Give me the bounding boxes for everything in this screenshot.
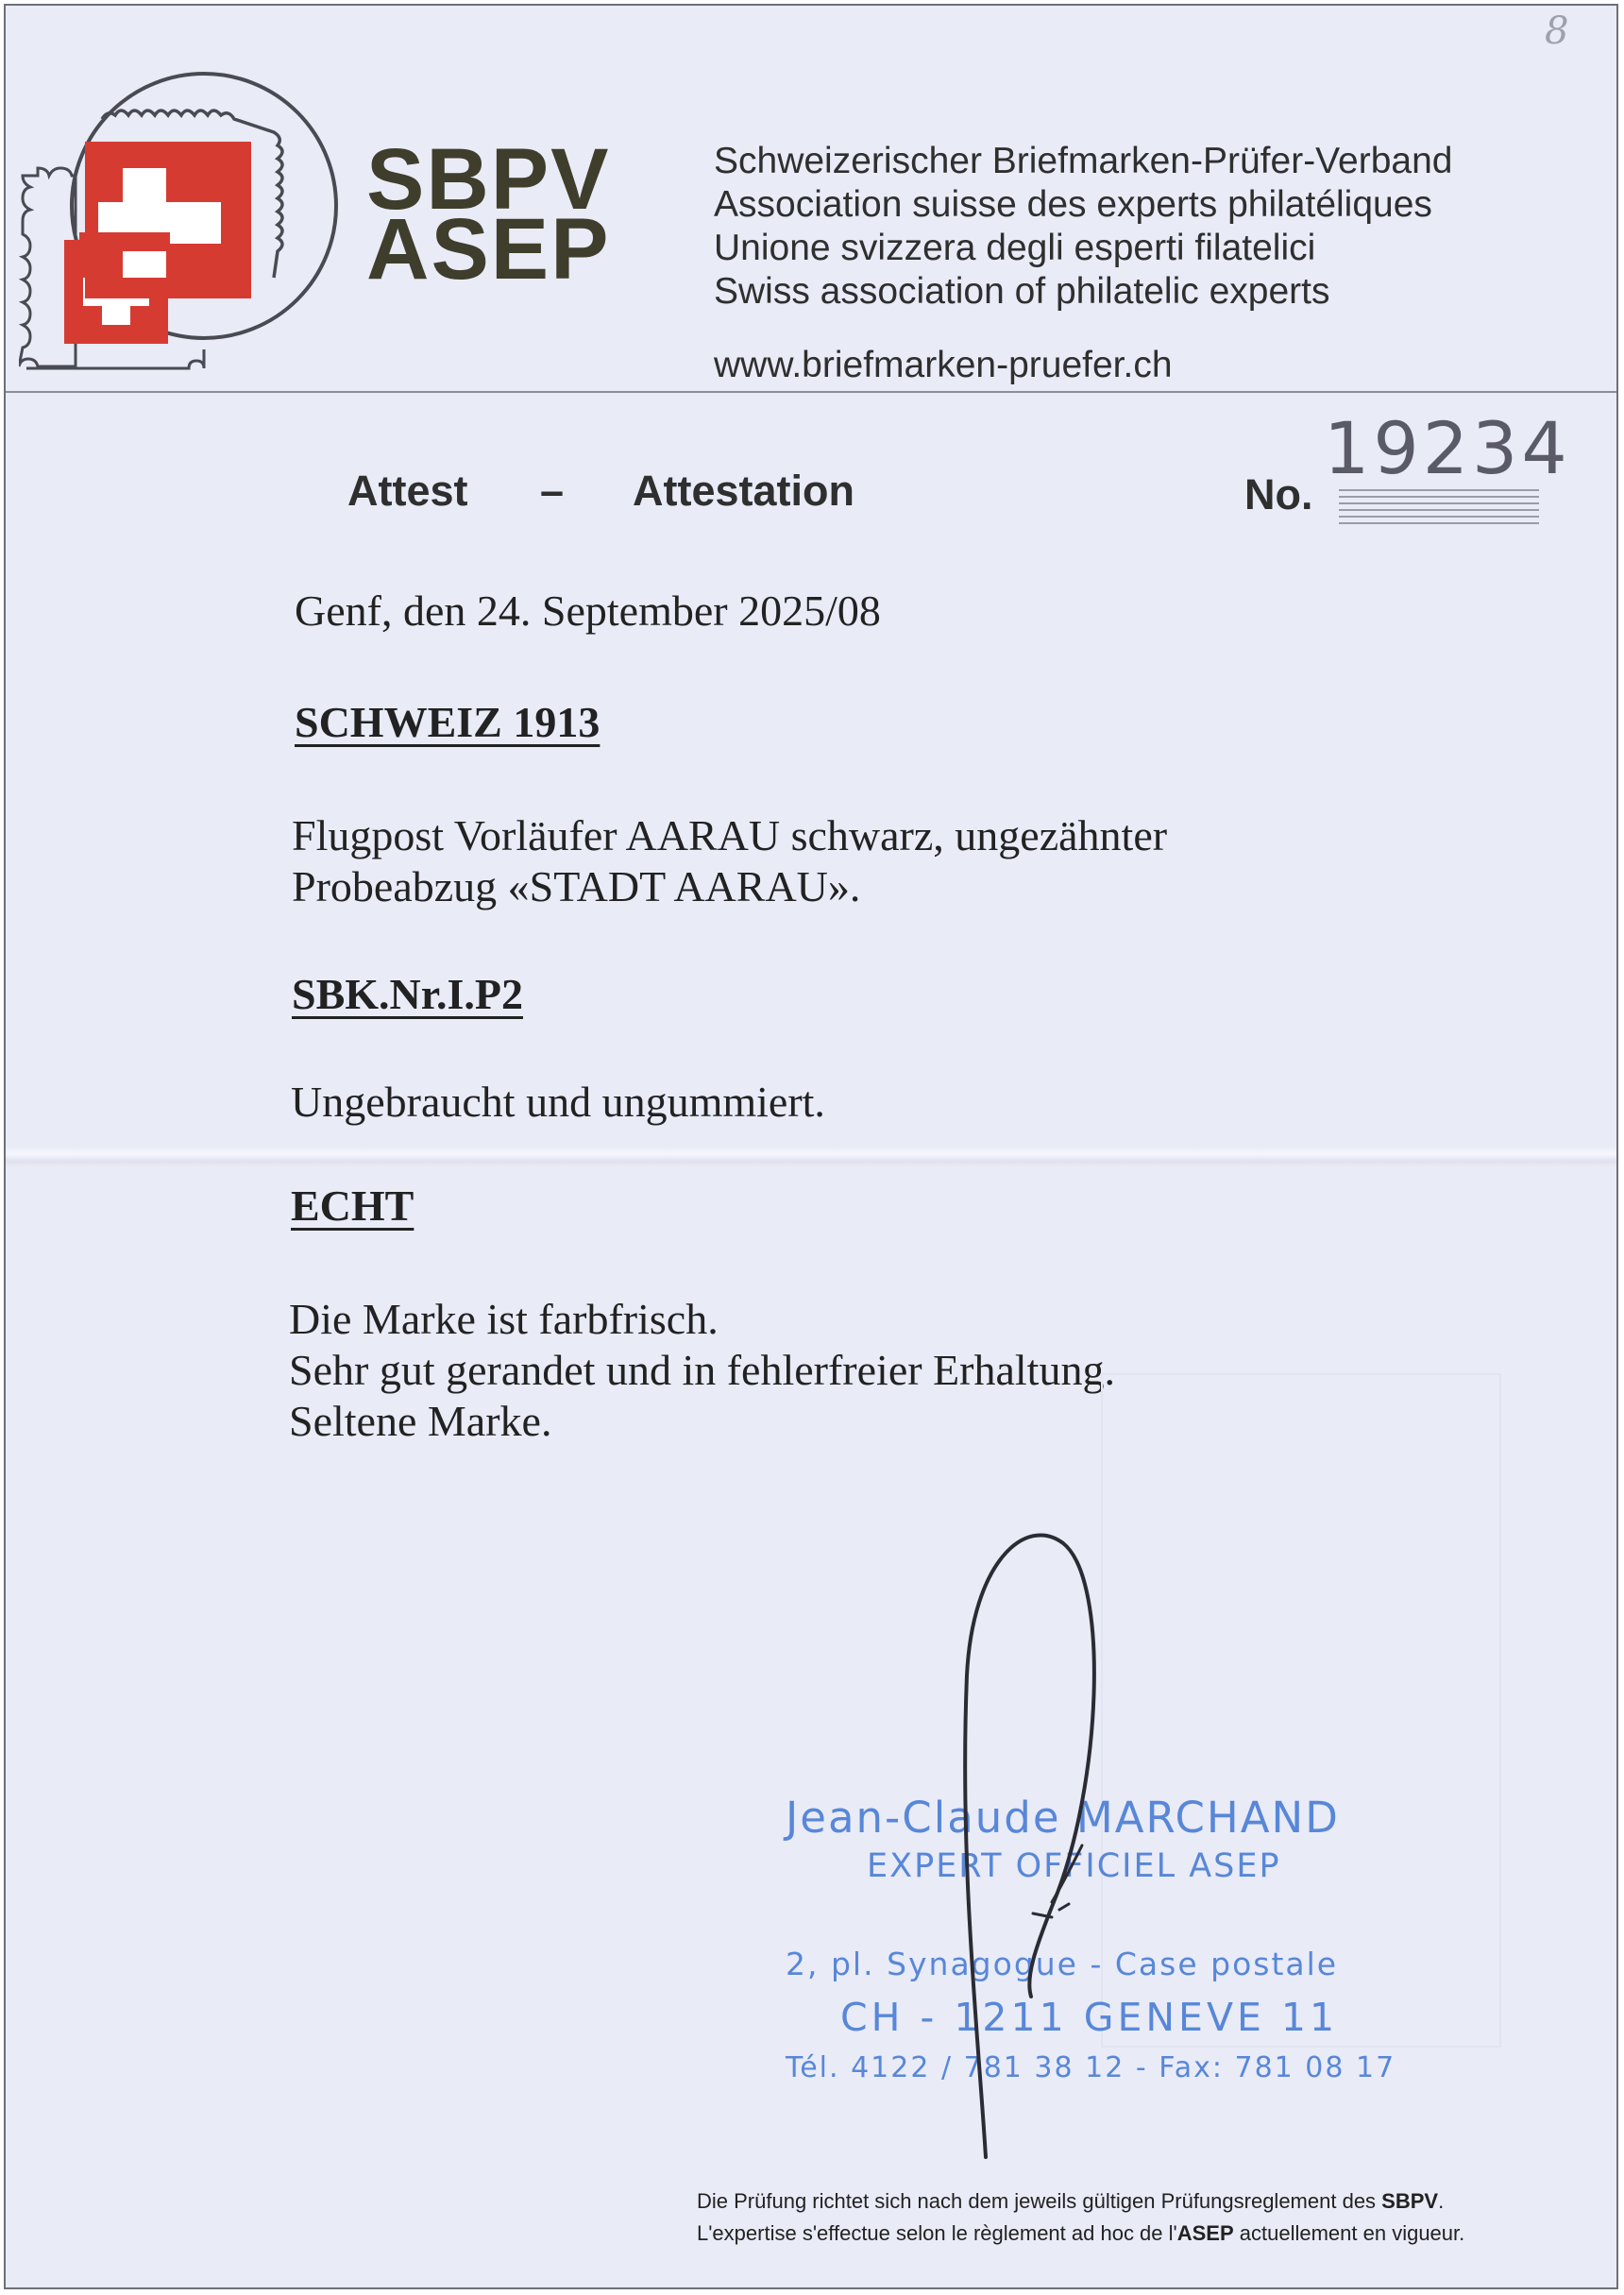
description-line: Probeabzug «STADT AARAU». [292,862,861,910]
paper-fold [6,1147,1616,1167]
brand-asep: ASEP [366,201,611,298]
association-name-de: Schweizerischer Briefmarken-Prüfer-Verband [714,141,1453,181]
association-name-it: Unione svizzera degli esperti filatelici [714,228,1316,268]
heading-catalog-number: SBK.Nr.I.P2 [292,970,523,1018]
number-underline [1339,489,1539,529]
stamp-expert-title: EXPERT OFFICIEL ASEP [867,1847,1281,1885]
heading-country: SCHWEIZ 1913 [295,698,601,746]
corner-pencil-mark: 8 [1545,9,1569,53]
stamp-phone: Tél. 4122 / 781 38 12 - Fax: 781 08 17 [786,2051,1396,2084]
remark-line: Die Marke ist farbfrisch. [289,1295,719,1343]
website-url: www.briefmarken-pruefer.ch [714,345,1173,385]
number-label: No. [1244,470,1313,518]
association-name-en: Swiss association of philatelic experts [714,271,1330,312]
title-attest: Attest [347,467,468,515]
remark-line: Sehr gut gerandet und in fehlerfreier Erhaltung. [289,1346,1115,1394]
footer-note-fr: L'expertise s'effectue selon le règlement ad hoc de l'ASEP actuellement en vigueur. [697,2221,1465,2245]
association-name-fr: Association suisse des experts philatéliques [714,184,1432,225]
description-line: Flugpost Vorläufer AARAU schwarz, ungezähnter [292,811,1168,859]
sbpv-logo-icon [19,64,340,385]
header-divider [6,391,1616,393]
stamp-expert-name: Jean-Claude MARCHAND [786,1793,1340,1843]
remark-line: Seltene Marke. [289,1397,552,1445]
place-date: Genf, den 24. September 2025/08 [295,586,881,635]
heading-verdict: ECHT [291,1182,414,1230]
title-attestation: Attestation [633,467,854,515]
certificate-sheet [4,4,1618,2289]
condition-text: Ungebraucht und ungummiert. [291,1078,825,1126]
certificate-number: 19234 [1324,406,1571,490]
handwritten-signature [940,1505,1139,2167]
stamp-city: CH - 1211 GENEVE 11 [840,1995,1339,2040]
title-separator: – [540,467,565,515]
footer-note-de: Die Prüfung richtet sich nach dem jeweils gültigen Prüfungsreglement des SBPV. [697,2189,1445,2213]
brand-sbpv: SBPV [366,131,611,228]
stamp-address: 2, pl. Synagogue - Case postale [786,1946,1339,1982]
